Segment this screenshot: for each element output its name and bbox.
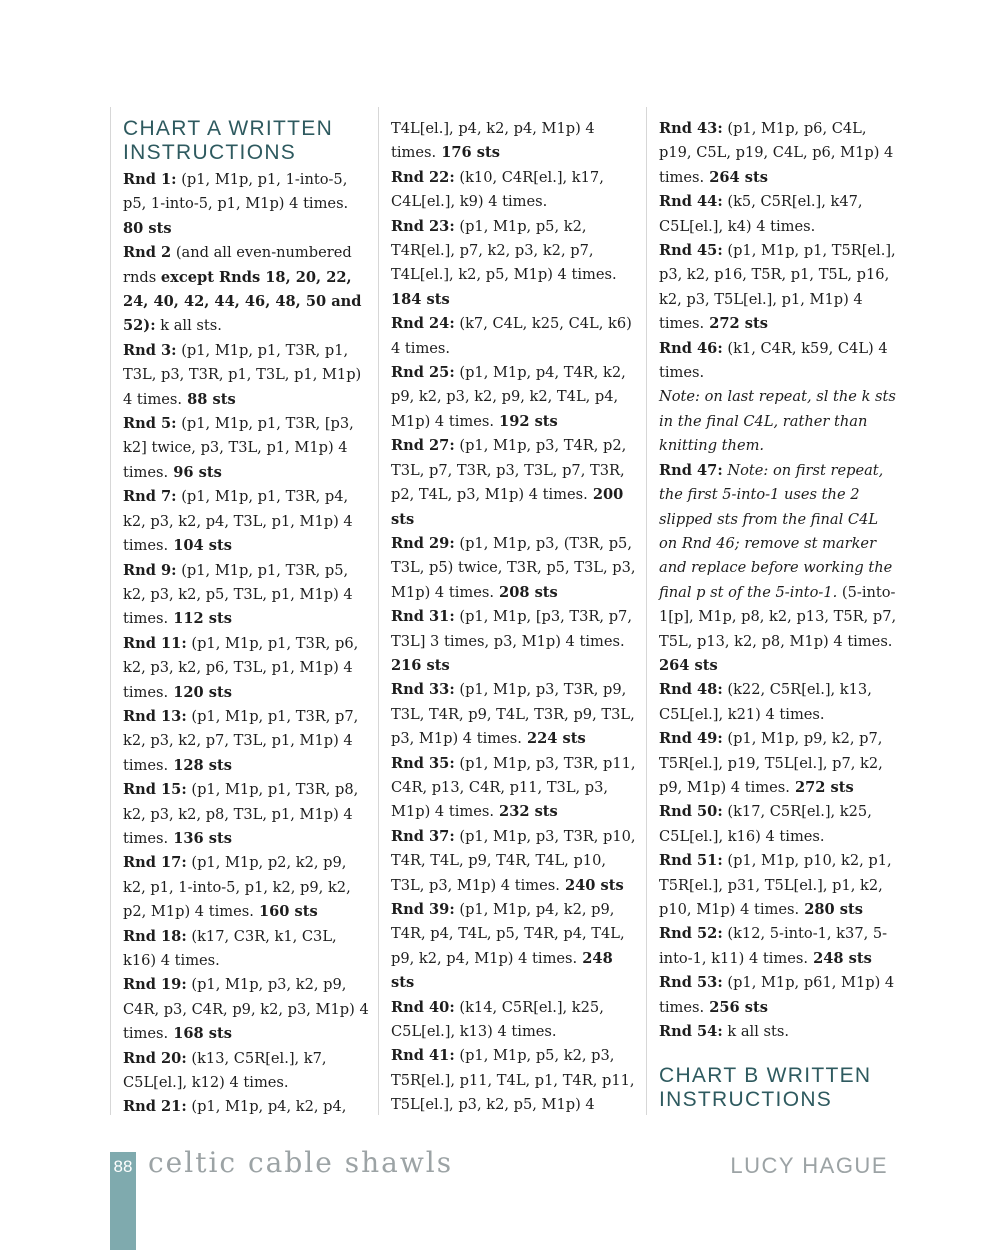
instruction-note	[659, 385, 900, 458]
stitch-count: 264 sts	[659, 656, 718, 674]
round-label: Rnd 27:	[391, 437, 455, 455]
round-label: Rnd 48:	[659, 681, 723, 699]
round-label: Rnd 5:	[123, 415, 177, 433]
book-title: celtic cable shawls	[148, 1146, 454, 1179]
instruction-round	[391, 1044, 638, 1115]
instruction-round	[391, 825, 638, 898]
round-text: (p1, M1p, p3, k2, p9, C4R, p3, C4R, p9, k2, p3, M1p) 4 times.	[123, 976, 369, 1043]
round-text: (p1, M1p, p1, T3R, [p3, k2] twice, p3, T3L, p1, M1p) 4 times.	[123, 415, 354, 481]
round-text: (k14, C5R[el.], k25, C5L[el.], k13) 4 times.	[391, 998, 604, 1041]
instruction-round	[123, 778, 370, 851]
instruction-round	[659, 1020, 900, 1044]
round-exception: except Rnds 18, 20, 22, 24, 40, 42, 44, 46, 48, 50 and 52):	[123, 268, 362, 335]
round-label: Rnd 43:	[659, 120, 723, 137]
instruction-round	[123, 632, 370, 705]
round-text: (p1, M1p, p1, T3R, p8, k2, p3, k2, p8, T3L, p1, M1p) 4 times.	[123, 781, 359, 847]
round-text: (k12, 5-into-1, k37, 5-into-1, k11) 4 times.	[659, 925, 888, 967]
instruction-round	[123, 241, 370, 339]
round-label: Rnd 33:	[391, 681, 455, 699]
round-label: Rnd 24:	[391, 315, 455, 333]
round-label: Rnd 41:	[391, 1047, 455, 1065]
round-text: (p1, M1p, p4, k2, p9, T4R, p4, T4L, p5, T4R, p4, T4L, p9, k2, p4, M1p) 4 times.	[391, 901, 625, 967]
instruction-round	[391, 312, 638, 361]
column-3	[646, 107, 900, 1115]
instruction-round	[391, 361, 638, 434]
round-text: (p1, M1p, p3, T3R, p10, T4R, T4L, p9, T4R, T4L, p10, T3L, p3, M1p) 4 times.	[391, 827, 636, 894]
instruction-round	[659, 678, 900, 727]
round-label: Rnd 49:	[659, 730, 723, 748]
round-label: Rnd 39:	[391, 901, 455, 918]
author-name: LUCY HAGUE	[730, 1153, 888, 1178]
round-label: Rnd 47:	[659, 461, 723, 479]
round-label: Rnd 50:	[659, 803, 723, 821]
round-label: Rnd 17:	[123, 854, 187, 872]
round-text: (k1, C4R, k59, C4L) 4 times.	[659, 339, 888, 382]
round-label: Rnd 45:	[659, 242, 723, 260]
stitch-count: 200 sts	[391, 486, 624, 528]
instruction-round	[391, 532, 638, 605]
column-1	[110, 107, 378, 1115]
instruction-round	[659, 459, 900, 679]
instruction-round	[391, 117, 638, 166]
instruction-round	[391, 752, 638, 825]
round-label: Rnd 40:	[391, 998, 455, 1016]
round-label: Rnd 44:	[659, 193, 723, 211]
round-label: Rnd 52:	[659, 925, 723, 943]
stitch-count: 88 sts	[182, 390, 236, 408]
stitch-count: 224 sts	[521, 730, 586, 748]
stitch-count: 248 sts	[808, 949, 872, 967]
column-2	[378, 107, 646, 1115]
stitch-count: 112 sts	[168, 610, 232, 628]
round-text: (k13, C5R[el.], k7, C5L[el.], k12) 4 times.	[123, 1049, 327, 1092]
instruction-round	[123, 925, 370, 974]
round-label: Rnd 54:	[659, 1023, 723, 1041]
round-label: Rnd 20:	[123, 1049, 187, 1067]
stitch-count: 240 sts	[559, 876, 624, 894]
round-text: (p1, M1p, p1, T5R[el.], p3, k2, p16, T5R, p1, T5L, p16, k2, p3, T5L[el.], p1, M1p) 4 times.	[659, 242, 896, 333]
instruction-round	[391, 605, 638, 678]
instruction-round	[391, 215, 638, 313]
instruction-round	[123, 412, 370, 485]
round-label: Rnd 31:	[391, 608, 455, 626]
round-text: (p1, M1p, p1, T3R, p7, k2, p3, k2, p7, T3L, p1, M1p) 4 times.	[123, 707, 359, 774]
note-text: Note: on last repeat, sl the k sts in the final C4L, rather than knitting them.	[659, 388, 896, 455]
round-label: Rnd 2	[123, 244, 172, 262]
stitch-count: 192 sts	[493, 412, 558, 430]
stitch-count: 160 sts	[253, 903, 318, 921]
instruction-round	[123, 559, 370, 632]
round-label: Rnd 23:	[391, 217, 455, 235]
round-label: Rnd 22:	[391, 168, 455, 186]
round-text: (p1, M1p, p1, 1-into-5, p5, 1-into-5, p1, M1p) 4 times.	[123, 171, 349, 213]
section-heading	[659, 1064, 900, 1112]
stitch-count: 96 sts	[168, 463, 222, 481]
round-label: Rnd 3:	[123, 341, 177, 359]
stitch-count: 272 sts	[704, 315, 768, 333]
instruction-round	[123, 851, 370, 924]
round-text: (p1, M1p, p4, k2, p4,	[191, 1098, 347, 1115]
round-text: (p1, M1p, p4, T4R, k2, p9, k2, p3, k2, p9, k2, T4L, p4, M1p) 4 times.	[391, 364, 626, 430]
round-text: (k10, C4R[el.], k17, C4L[el.], k9) 4 times.	[391, 168, 604, 211]
round-text: k all sts.	[722, 1023, 790, 1041]
round-text: (k5, C5R[el.], k47, C5L[el.], k4) 4 times.	[659, 193, 863, 235]
stitch-count: 280 sts	[799, 901, 863, 918]
instruction-round	[123, 485, 370, 558]
round-label: Rnd 46:	[659, 339, 723, 357]
instruction-round	[659, 800, 900, 849]
round-label: Rnd 18:	[123, 927, 187, 945]
instruction-round	[123, 1047, 370, 1096]
round-text: (p1, M1p, p1, T3R, p4, k2, p3, k2, p4, T3L, p1, M1p) 4 times.	[123, 488, 353, 555]
stitch-count: 168 sts	[168, 1025, 232, 1043]
stitch-count: 208 sts	[493, 583, 558, 601]
round-label: Rnd 21:	[123, 1098, 187, 1115]
round-label: Rnd 7:	[123, 488, 177, 506]
instruction-round	[123, 973, 370, 1046]
round-label: Rnd 13:	[123, 707, 187, 725]
round-text: T4L[el.], p4, k2, p4, M1p) 4 times.	[391, 120, 595, 162]
stitch-count: 128 sts	[168, 756, 232, 774]
section-heading	[123, 117, 370, 165]
instruction-round	[659, 849, 900, 922]
round-text: (p1, M1p, p3, T4R, p2, T3L, p7, T3R, p3, T3L, p7, T3R, p2, T4L, p3, M1p) 4 times.	[391, 437, 627, 504]
instruction-round	[391, 898, 638, 996]
stitch-count: 232 sts	[493, 803, 558, 821]
round-text: (p1, M1p, p61, M1p) 4 times.	[659, 974, 895, 1016]
round-text: (p1, M1p, p6, C4L, p19, C5L, p19, C4L, p6, M1p) 4 times.	[659, 120, 894, 186]
stitch-count: 248 sts	[391, 949, 613, 992]
instruction-round	[659, 117, 900, 190]
stitch-count: 216 sts	[391, 656, 450, 674]
round-text: (k17, C3R, k1, C3L, k16) 4 times.	[123, 927, 337, 969]
round-label: Rnd 9:	[123, 561, 177, 579]
stitch-count: 120 sts	[168, 683, 232, 701]
section-heading-line: CHART B WRITTEN	[659, 1064, 872, 1088]
instruction-round	[659, 727, 900, 800]
stitch-count: 256 sts	[704, 998, 768, 1016]
instruction-round	[659, 239, 900, 337]
round-text: (p1, M1p, p5, k2, p3, T5R[el.], p11, T4L, p1, T4R, p11, T5L[el.], p3, k2, p5, M1p) 4	[391, 1047, 635, 1114]
round-text: (p1, M1p, p1, T3R, p5, k2, p3, k2, p5, T3L, p1, M1p) 4 times.	[123, 561, 353, 628]
round-label: Rnd 15:	[123, 781, 187, 799]
page-number: 88	[113, 1157, 133, 1176]
round-text: (p1, M1p, [p3, T3R, p7, T3L] 3 times, p3, M1p) 4 times.	[391, 608, 632, 650]
round-text: (p1, M1p, p3, T3R, p9, T3L, T4R, p9, T4L, T3R, p9, T3L, p3, M1p) 4 times.	[391, 681, 635, 748]
round-text: (and all even-numbered rnds	[123, 244, 352, 286]
round-label: Rnd 25:	[391, 364, 455, 382]
round-text: (k7, C4L, k25, C4L, k6) 4 times.	[391, 315, 632, 357]
round-label: Rnd 51:	[659, 852, 723, 870]
round-label: Rnd 19:	[123, 976, 187, 994]
instruction-round	[391, 434, 638, 532]
stitch-count: 176 sts	[436, 144, 500, 162]
round-label: Rnd 29:	[391, 534, 455, 552]
instruction-round	[123, 168, 370, 241]
instruction-round	[659, 337, 900, 386]
round-text: (p1, M1p, p3, T3R, p11, C4R, p13, C4R, p11, T3L, p3, M1p) 4 times.	[391, 754, 636, 821]
stitch-count: 264 sts	[704, 168, 768, 186]
section-heading-line: CHART A WRITTEN	[123, 117, 334, 140]
instruction-round	[659, 971, 900, 1020]
round-text: (5-into-1[p], M1p, p8, k2, p13, T5R, p7, T5L, p13, k2, p8, M1p) 4 times.	[659, 583, 897, 650]
stitch-count: 136 sts	[168, 829, 232, 847]
note-text: Note: on first repeat, the first 5-into-1 uses the 2 slipped sts from the final C4L on Rnd 46; remove st marker and replace before working the final p st of the 5-into-1.	[659, 461, 893, 601]
round-label: Rnd 11:	[123, 634, 187, 652]
round-text: (p1, M1p, p10, k2, p1, T5R[el.], p31, T5L[el.], p1, k2, p10, M1p) 4 times.	[659, 852, 892, 918]
stitch-count: 104 sts	[168, 537, 232, 555]
instruction-round	[123, 1095, 370, 1115]
instruction-round	[391, 678, 638, 751]
round-text: (p1, M1p, p1, T3R, p1, T3L, p3, T3R, p1, T3L, p1, M1p) 4 times.	[123, 341, 362, 408]
round-text: k all sts.	[155, 317, 222, 335]
section-heading-line: INSTRUCTIONS	[659, 1088, 833, 1112]
round-label: Rnd 35:	[391, 754, 455, 772]
instruction-round	[659, 190, 900, 239]
instruction-round	[123, 705, 370, 778]
stitch-count: 272 sts	[789, 778, 854, 796]
round-text: (k17, C5R[el.], k25, C5L[el.], k16) 4 times.	[659, 803, 872, 845]
round-text: (p1, M1p, p5, k2, T4R[el.], p7, k2, p3, k2, p7, T4L[el.], k2, p5, M1p) 4 times.	[391, 217, 617, 284]
instruction-round	[123, 339, 370, 412]
round-text: (k22, C5R[el.], k13, C5L[el.], k21) 4 times.	[659, 681, 872, 723]
instruction-round	[391, 996, 638, 1045]
round-text: (p1, M1p, p1, T3R, p6, k2, p3, k2, p6, T3L, p1, M1p) 4 times.	[123, 634, 359, 701]
round-label: Rnd 53:	[659, 974, 723, 992]
round-label: Rnd 1:	[123, 171, 177, 188]
instruction-round	[391, 166, 638, 215]
round-label: Rnd 37:	[391, 827, 455, 845]
round-text: (p1, M1p, p2, k2, p9, k2, p1, 1-into-5, p1, k2, p9, k2, p2, M1p) 4 times.	[123, 854, 351, 921]
instruction-round	[659, 922, 900, 971]
round-text: (p1, M1p, p9, k2, p7, T5R[el.], p19, T5L[el.], p7, k2, p9, M1p) 4 times.	[659, 730, 883, 796]
stitch-count: 184 sts	[391, 290, 450, 308]
round-text: (p1, M1p, p3, (T3R, p5, T3L, p5) twice, T3R, p5, T3L, p3, M1p) 4 times.	[391, 534, 636, 601]
section-heading-line: INSTRUCTIONS	[123, 141, 297, 164]
stitch-count: 80 sts	[123, 219, 172, 237]
